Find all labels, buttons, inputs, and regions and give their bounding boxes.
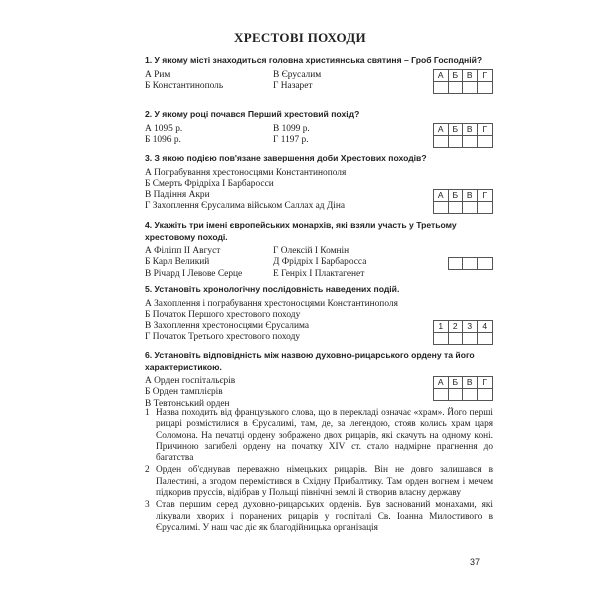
question-5 <box>145 284 493 344</box>
option-v: В Річард І Левове Серце <box>145 268 243 279</box>
option-b: Б 1096 р. <box>145 134 181 145</box>
option-g: Г Захоплення Єрусалима військом Саллах ад Діна <box>145 201 346 212</box>
answer-header: Б <box>449 124 464 136</box>
option-a: А Рим <box>145 69 171 80</box>
question-3-options <box>145 168 493 213</box>
page-number: 37 <box>470 557 481 567</box>
option-d: Д Фрідріх І Барбаросса <box>273 257 367 268</box>
question-4-options <box>145 246 493 280</box>
answer-header: Г <box>478 377 493 389</box>
option-b: Б Початок Першого хрестового походу <box>145 309 301 320</box>
answer-grid <box>433 189 493 214</box>
answer-header: А <box>434 377 449 389</box>
option-a: А Філіпп ІІ Август <box>145 246 221 256</box>
answer-cell[interactable] <box>449 333 464 344</box>
option-v: В Падіння Акри <box>145 190 210 201</box>
answer-cell[interactable] <box>449 136 464 147</box>
question-2 <box>145 109 493 146</box>
answer-header: 3 <box>463 321 478 333</box>
question-1-options <box>145 70 493 93</box>
answer-cell[interactable] <box>449 389 464 400</box>
question-6-text: 6. Установіть відповідність між назвою духовно-рицарського ордену та його характеристикою. <box>145 350 475 372</box>
option-b: Б Смерть Фрідріха І Барбаросси <box>145 178 274 189</box>
question-5-text: 5. Установіть хронологічну послідовність наведених подій. <box>145 284 400 294</box>
answer-header: Г <box>478 190 493 202</box>
answer-cell[interactable] <box>434 82 449 93</box>
option-g: Г Назарет <box>273 80 313 91</box>
description-text: Назва походить від французького слова, що в перекладі означає «храм». Його перші рицарі розмістилися в Єрусалимі, там, де, за легендою, стояв колись храм царя Соломона. На печатці ордену зображено двох рицарів, які скачуть на одному коні. Причиною загибелі ордену на початку XIV ст. стало надмірне прагнення до багатства <box>156 408 493 464</box>
answer-cell[interactable] <box>478 136 493 147</box>
answer-header: А <box>434 124 449 136</box>
description-number: 2 <box>145 465 150 476</box>
option-a: А Орден госпітальєрів <box>145 376 236 386</box>
answer-header: Б <box>449 70 464 82</box>
question-6-options <box>145 376 493 410</box>
answer-cell[interactable] <box>463 82 478 93</box>
option-g: Г Олексій І Комнін <box>273 246 350 256</box>
option-a: А Пограбування хрестоносцями Константинополя <box>145 167 347 178</box>
answer-grid <box>433 123 493 148</box>
answer-header: А <box>434 190 449 202</box>
answer-header: Б <box>449 190 464 202</box>
answer-header: В <box>463 124 478 136</box>
answer-cell[interactable] <box>434 389 449 400</box>
answer-cell[interactable] <box>434 136 449 147</box>
option-v: В Тевтонський орден <box>145 398 230 409</box>
answer-grid <box>433 376 493 401</box>
question-1-text: 1. У якому місті знаходиться головна християнська святиня – Гроб Господній? <box>145 55 483 65</box>
question-6 <box>145 350 493 410</box>
description-text: Орден об'єднував переважно німецьких рицарів. Він не довго залишався в Палестині, а згодом перемістився в Східну Прибалтику. Там орден вогнем і мечем підкорив пруссів, відібрав у Польщі північні землі й створив власну державу <box>156 465 493 499</box>
option-g: Г 1197 р. <box>273 134 309 145</box>
answer-header: Г <box>478 70 493 82</box>
answer-header: В <box>463 70 478 82</box>
question-4 <box>145 220 493 280</box>
description-item <box>145 465 493 499</box>
answer-cell[interactable] <box>478 202 493 213</box>
option-g: Г Початок Третього хрестового походу <box>145 332 301 343</box>
answer-header: Б <box>449 377 464 389</box>
answer-cell[interactable] <box>478 389 493 400</box>
answer-header: 2 <box>449 321 464 333</box>
answer-cell[interactable] <box>478 82 493 93</box>
answer-cell[interactable] <box>449 202 464 213</box>
answer-header: Г <box>478 124 493 136</box>
option-v: В Єрусалим <box>273 69 322 80</box>
option-b: Б Карл Великий <box>145 257 210 268</box>
answer-cell[interactable] <box>478 258 493 269</box>
question-1 <box>145 55 493 92</box>
answer-cell[interactable] <box>463 202 478 213</box>
answer-grid <box>433 320 493 345</box>
answer-cell[interactable] <box>463 136 478 147</box>
question-5-options <box>145 299 493 344</box>
description-number: 1 <box>145 408 150 418</box>
option-v: В Захоплення хрестоносцями Єрусалима <box>145 321 310 332</box>
option-a: А Захоплення і пограбування хрестоносцями Константинополя <box>145 298 398 309</box>
answer-header: В <box>463 377 478 389</box>
question-2-text: 2. У якому році почався Перший хрестовий похід? <box>145 109 360 119</box>
answer-header: А <box>434 70 449 82</box>
option-b: Б Константинополь <box>145 80 224 91</box>
option-a: А 1095 р. <box>145 123 183 134</box>
question-3 <box>145 153 493 213</box>
answer-grid <box>448 257 494 270</box>
answer-cell[interactable] <box>434 202 449 213</box>
option-v: В 1099 р. <box>273 123 310 134</box>
question-2-options <box>145 124 493 147</box>
answer-cell[interactable] <box>449 82 464 93</box>
answer-cell[interactable] <box>463 333 478 344</box>
answer-cell[interactable] <box>434 333 449 344</box>
answer-cell[interactable] <box>449 258 464 269</box>
answer-cell[interactable] <box>478 333 493 344</box>
answer-header: В <box>463 190 478 202</box>
answer-header: 4 <box>478 321 493 333</box>
answer-header: 1 <box>434 321 449 333</box>
answer-grid <box>433 69 493 94</box>
answer-cell[interactable] <box>463 389 478 400</box>
option-b: Б Орден тамплієрів <box>145 387 223 398</box>
description-number: 3 <box>145 500 150 511</box>
order-descriptions <box>145 408 493 535</box>
question-4-text: 4. Укажіть три імені європейських монархів, які взяли участь у Третьому хрестовому поході. <box>145 220 457 242</box>
answer-cell[interactable] <box>463 258 478 269</box>
page-title: ХРЕСТОВІ ПОХОДИ <box>234 30 366 45</box>
option-e: Е Генріх І Плактагенет <box>273 268 365 279</box>
question-3-text: 3. З якою подією пов'язане завершення доби Хрестових походів? <box>145 153 427 163</box>
description-item <box>145 408 493 464</box>
description-text: Став першим серед духовно-рицарських орденів. Був заснований монахами, які лікували хворих і поранених рицарів у госпіталі Св. Іоанна Милостивого в Єрусалимі. У наш час діє як благодійницька організація <box>156 500 493 533</box>
description-item <box>145 500 493 534</box>
